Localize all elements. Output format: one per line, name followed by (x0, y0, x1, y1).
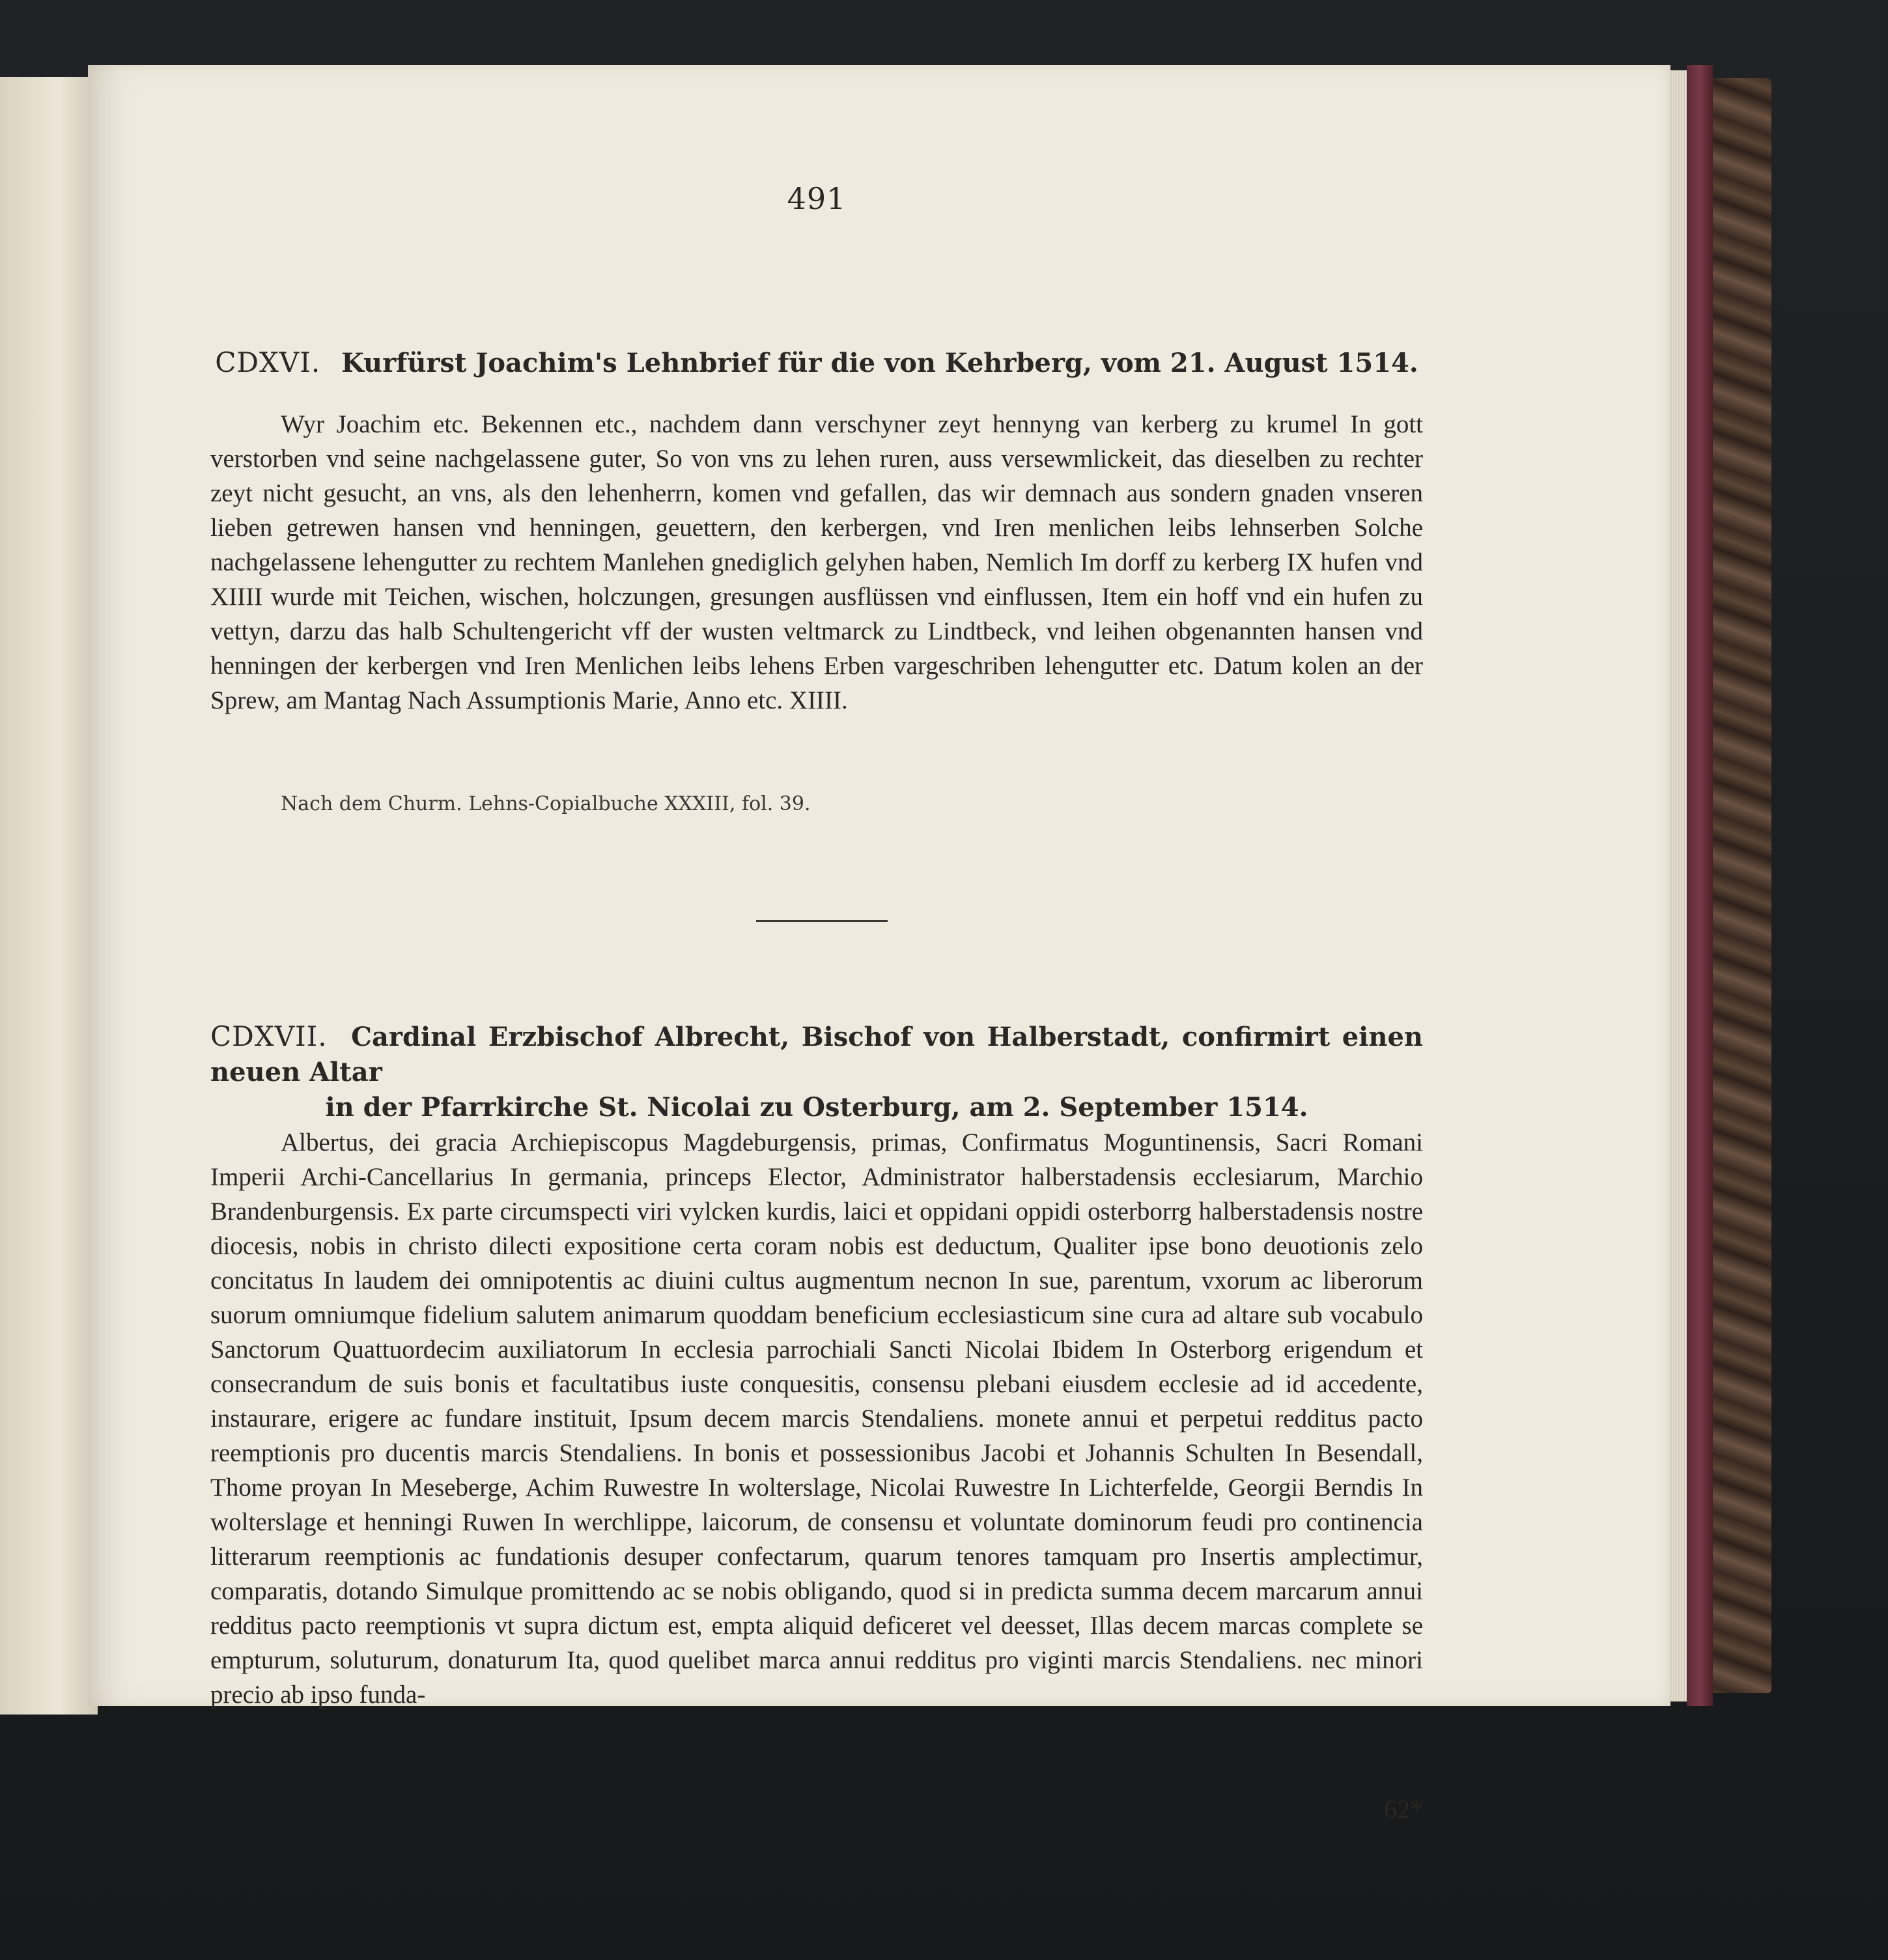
facing-page-sliver (0, 77, 98, 1715)
document-number: CDXVII. (210, 1020, 328, 1052)
source-note: Nach dem Churm. Lehns-Copialbuche XXXIII, fol. 39. (281, 792, 811, 815)
section-divider (756, 920, 888, 922)
document-body-cdxvi: Wyr Joachim etc. Bekennen etc., nachdem dann verschyner zeyt hennyng van kerberg zu krumel In gott verstorben vnd seine nachgelassene guter, So von vns zu lehen ruren, auss versewmlickeit, das dieselben zu rechter zeyt nicht gesucht, an vns, als den lehenherrn, komen vnd gefallen, das wir demnach aus sondern gnaden vnseren lieben getrewen hansen vnd henningen, geuettern, den kerbergen, vnd Iren menlichen leibs lehnserben Solche nachgelassene lehengutter zu rechtem Manlehen gnediglich gelyhen haben, Nemlich Im dorff zu kerberg IX hufen vnd XIIII wurde mit Teichen, wischen, holczungen, gresungen ausflüssen vnd einflussen, Item ein hoff vnd ein hufen zu vettyn, darzu das halb Schultengericht vff der wusten veltmarck zu Lindtbeck, vnd leihen obgenannten hansen vnd henningen der kerbergen vnd Iren Menlichen leibs lehens Erben vargeschriben lehengutter etc. Datum kolen an der Sprew, am Mantag Nach Assumptionis Marie, Anno etc. XIIII. (210, 410, 1423, 714)
document-number: CDXVI. (215, 346, 321, 378)
document-heading-cdxvii (210, 1019, 1423, 1125)
printer-signature: 62* (1384, 1795, 1423, 1824)
document-title: Kurfürst Joachim's Lehnbrief für die von Kehrberg, vom 21. August 1514. (341, 348, 1418, 378)
book-page (88, 65, 1670, 1824)
book-cover-binding (1687, 65, 1713, 1706)
document-heading-cdxvi (210, 345, 1423, 381)
document-title-line2: in der Pfarrkirche St. Nicolai zu Osterburg, am 2. September 1514. (325, 1092, 1308, 1123)
document-title-line1: Cardinal Erzbischof Albrecht, Bischof von Halberstadt, confirmirt einen neuen Altar (210, 1022, 1423, 1087)
page-number: 491 (787, 181, 847, 216)
page-content (210, 65, 1423, 1824)
document-body-cdxvii: Albertus, dei gracia Archiepiscopus Magdeburgensis, primas, Confirmatus Moguntinensis, Sacri Romani Imperii Archi-Cancellarius In germania, princeps Elector, Administrator halberstadensis ecclesiarum, Marchio Brandenburgensis. Ex parte circumspecti viri vylcken kurdis, laici et oppidani oppidi osterborrg halberstadensis nostre diocesis, nobis in christo dilecti expositione certa coram nobis est deductum, Qualiter ipse bono deuotionis zelo concitatus In laudem dei omnipotentis ac diuini cultus augmentum necnon In sue, parentum, vxorum ac liberorum suorum omniumque fidelium salutem animarum quoddam beneficium ecclesiasticum sine cura ad altare sub vocabulo Sanctorum Quattuordecim auxiliatorum In ecclesia parrochiali Sancti Nicolai Ibidem In Osterborg erigendum et consecrandum de suis bonis et facultatibus iuste conquesitis, consensu plebani eiusdem ecclesie ad id accedente, instaurare, erigere ac fundare instituit, Ipsum decem marcis Stendaliens. monete annui et perpetui redditus pacto reemptionis pro ducentis marcis Stendaliens. In bonis et possessionibus Jacobi et Johannis Schulten In Besendall, Thome proyan In Meseberge, Achim Ruwestre In wolterslage, Nicolai Ruwestre In Lichterfelde, Georgii Berndis In wolterslage et henningi Ruwen In werchlippe, laicorum, de consensu et voluntate dominorum feudi pro continencia litterarum reemptionis ac fundationis desuper confectarum, quarum tenores tamquam pro Insertis amplectimur, comparatis, dotando Simulque promittendo ac se nobis obligando, quod si in predicta summa decem marcarum annui redditus pacto reemptionis vt supra dictum est, empta aliquid deficeret vel deesset, Illas decem marcas complete se empturum, soluturum, donaturum Ita, quod quelibet marca annui redditus pro viginti marcis Stendaliens. nec minori precio ab ipso funda- (210, 1128, 1423, 1709)
